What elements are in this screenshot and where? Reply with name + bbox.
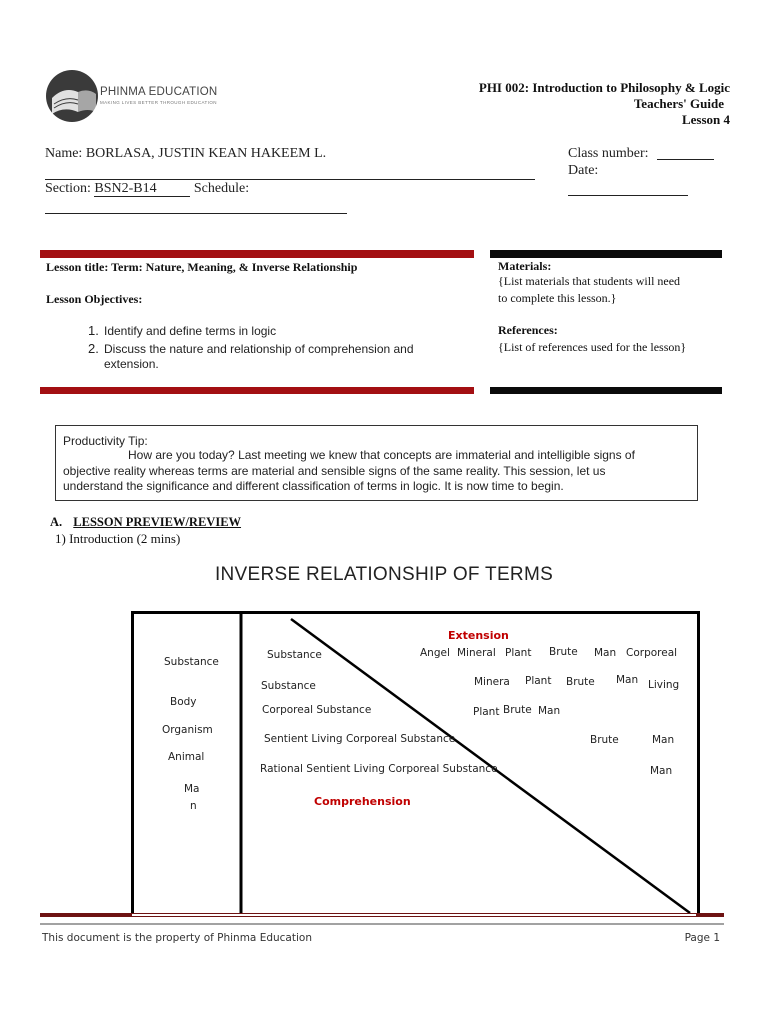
row-term: Corporeal Substance [262,704,372,716]
extension-item: Brute [549,646,578,658]
objective-text: Discuss the nature and relationship of comprehension and [104,342,414,356]
extension-item: Man [616,674,639,686]
extension-item: Man [650,765,673,777]
row-term: Rational Sentient Living Corporeal Substance [260,763,498,775]
productivity-tip-label: Productivity Tip: [63,434,148,448]
references-text: {List of references used for the lesson} [498,340,687,354]
extension-item: Plant [505,647,532,659]
extension-item: Living [648,679,680,691]
extension-item: Brute [590,734,619,746]
section-a-title: LESSON PREVIEW/REVIEW [73,515,242,529]
extension-item: Man [652,734,675,746]
extension-item: Plant [473,706,500,718]
productivity-tip-line-2: objective reality whereas terms are material and sensible signs of the same reality. This session, let us [63,464,606,478]
comprehension-label: Comprehension [314,795,411,808]
name-label: Name: [45,146,83,161]
left-column-term: Ma [184,783,200,795]
left-column-term: Substance [164,656,219,668]
section-value: BSN2-B14 [94,182,190,197]
extension-item: Corporeal [626,647,678,659]
references-heading: References: [498,323,558,337]
row-term: Sentient Living Corporeal Substance [264,733,456,745]
name-value: BORLASA, JUSTIN KEAN HAKEEM L. [85,146,327,161]
objective-number: 2. [88,341,99,356]
extension-item: Plant [525,675,552,687]
extension-label: Extension [448,629,509,642]
schedule-label: Schedule: [193,181,250,196]
diagram-title: INVERSE RELATIONSHIP OF TERMS [214,564,554,585]
row-term: Substance [261,680,316,692]
footer-page-number: Page 1 [684,932,720,944]
left-column-term: Animal [168,751,205,763]
class-number-label: Class number: [568,146,649,161]
extension-item: Minera [474,676,510,688]
course-title: PHI 002: Introduction to Philosophy & Logic [478,80,730,95]
productivity-tip-line-3: understand the significance and different classification of terms in logic. It is now time to begin. [63,479,564,493]
materials-text-1: {List materials that students will need [498,274,681,288]
section-a-letter: A. [50,515,63,529]
extension-item: Man [538,705,561,717]
brand-name: PHINMA EDUCATION [100,86,218,98]
footer-text: This document is the property of Phinma Education [42,932,312,944]
materials-text-2: to complete this lesson.} [498,291,617,305]
left-column-term: n [190,800,197,812]
extension-item: Mineral [457,647,496,659]
extension-item: Angel [420,647,450,659]
guide-title: Teachers' Guide [633,96,724,111]
productivity-tip-line-1: How are you today? Last meeting we knew that concepts are immaterial and intelligible signs of [128,448,635,462]
left-column-term: Body [170,696,197,708]
materials-heading: Materials: [498,259,552,273]
section-label: Section: [45,181,91,196]
extension-item: Brute [566,676,595,688]
brand-tagline: MAKING LIVES BETTER THROUGH EDUCATION [100,100,217,105]
lesson-number: Lesson 4 [681,112,730,127]
lesson-title: Lesson title: Term: Nature, Meaning, & Inverse Relationship [46,260,358,274]
extension-item: Man [594,647,617,659]
objective-text: Identify and define terms in logic [104,324,277,338]
objectives-heading: Lesson Objectives: [46,292,143,306]
date-label: Date: [568,163,599,178]
objective-number: 1. [88,323,99,338]
objective-2-continued: extension. [104,357,159,371]
extension-item: Brute [503,704,532,716]
row-term: Substance [267,649,322,661]
section-a-item: 1) Introduction (2 mins) [55,531,181,546]
left-column-term: Organism [162,724,213,736]
